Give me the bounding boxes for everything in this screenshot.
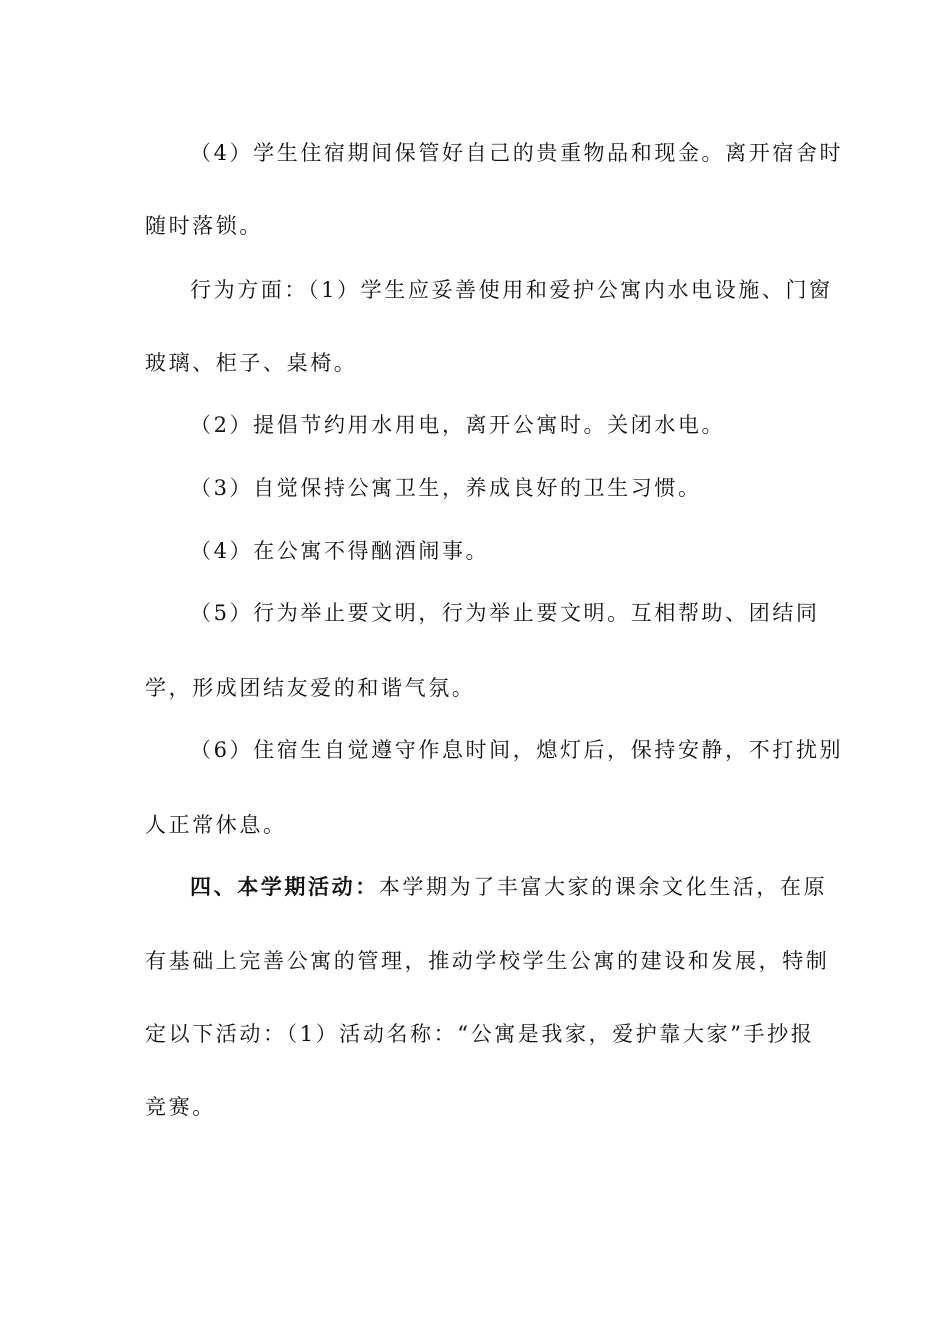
paragraph-line: （4）学生住宿期间保管好自己的贵重物品和现金。离开宿舍时 — [190, 141, 844, 165]
paragraph-line: 竞赛。 — [145, 1095, 216, 1119]
paragraph-line: 学，形成团结友爱的和谐气氛。 — [145, 676, 476, 700]
paragraph-line: 人正常休息。 — [145, 813, 287, 837]
paragraph-line: 定以下活动：（1）活动名称：“公寓是我家，爱护靠大家”手抄报 — [145, 1022, 815, 1046]
paragraph-line: （2）提倡节约用水用电，离开公寓时。关闭水电。 — [190, 413, 726, 437]
paragraph-line: 行为方面：（1）学生应妥善使用和爱护公寓内水电设施、门窗 — [190, 278, 833, 302]
paragraph-line: 随时落锁。 — [145, 214, 263, 238]
paragraph-line: （4）在公寓不得酗酒闹事。 — [190, 539, 490, 563]
paragraph-line: 有基础上完善公寓的管理，推动学校学生公寓的建设和发展，特制 — [145, 949, 830, 973]
paragraph-line: （6）住宿生自觉遵守作息时间，熄灯后，保持安静，不打扰别 — [190, 738, 844, 762]
paragraph-text: 本学期为了丰富大家的课余文化生活，在原 — [378, 875, 828, 899]
section-heading-line — [190, 873, 827, 901]
paragraph-line: （3）自觉保持公寓卫生，养成良好的卫生习惯。 — [190, 476, 702, 500]
section-heading: 四、本学期活动： — [190, 874, 379, 899]
paragraph-line: （5）行为举止要文明，行为举止要文明。互相帮助、团结同 — [190, 601, 820, 625]
paragraph-line: 玻璃、柜子、桌椅。 — [145, 351, 358, 375]
